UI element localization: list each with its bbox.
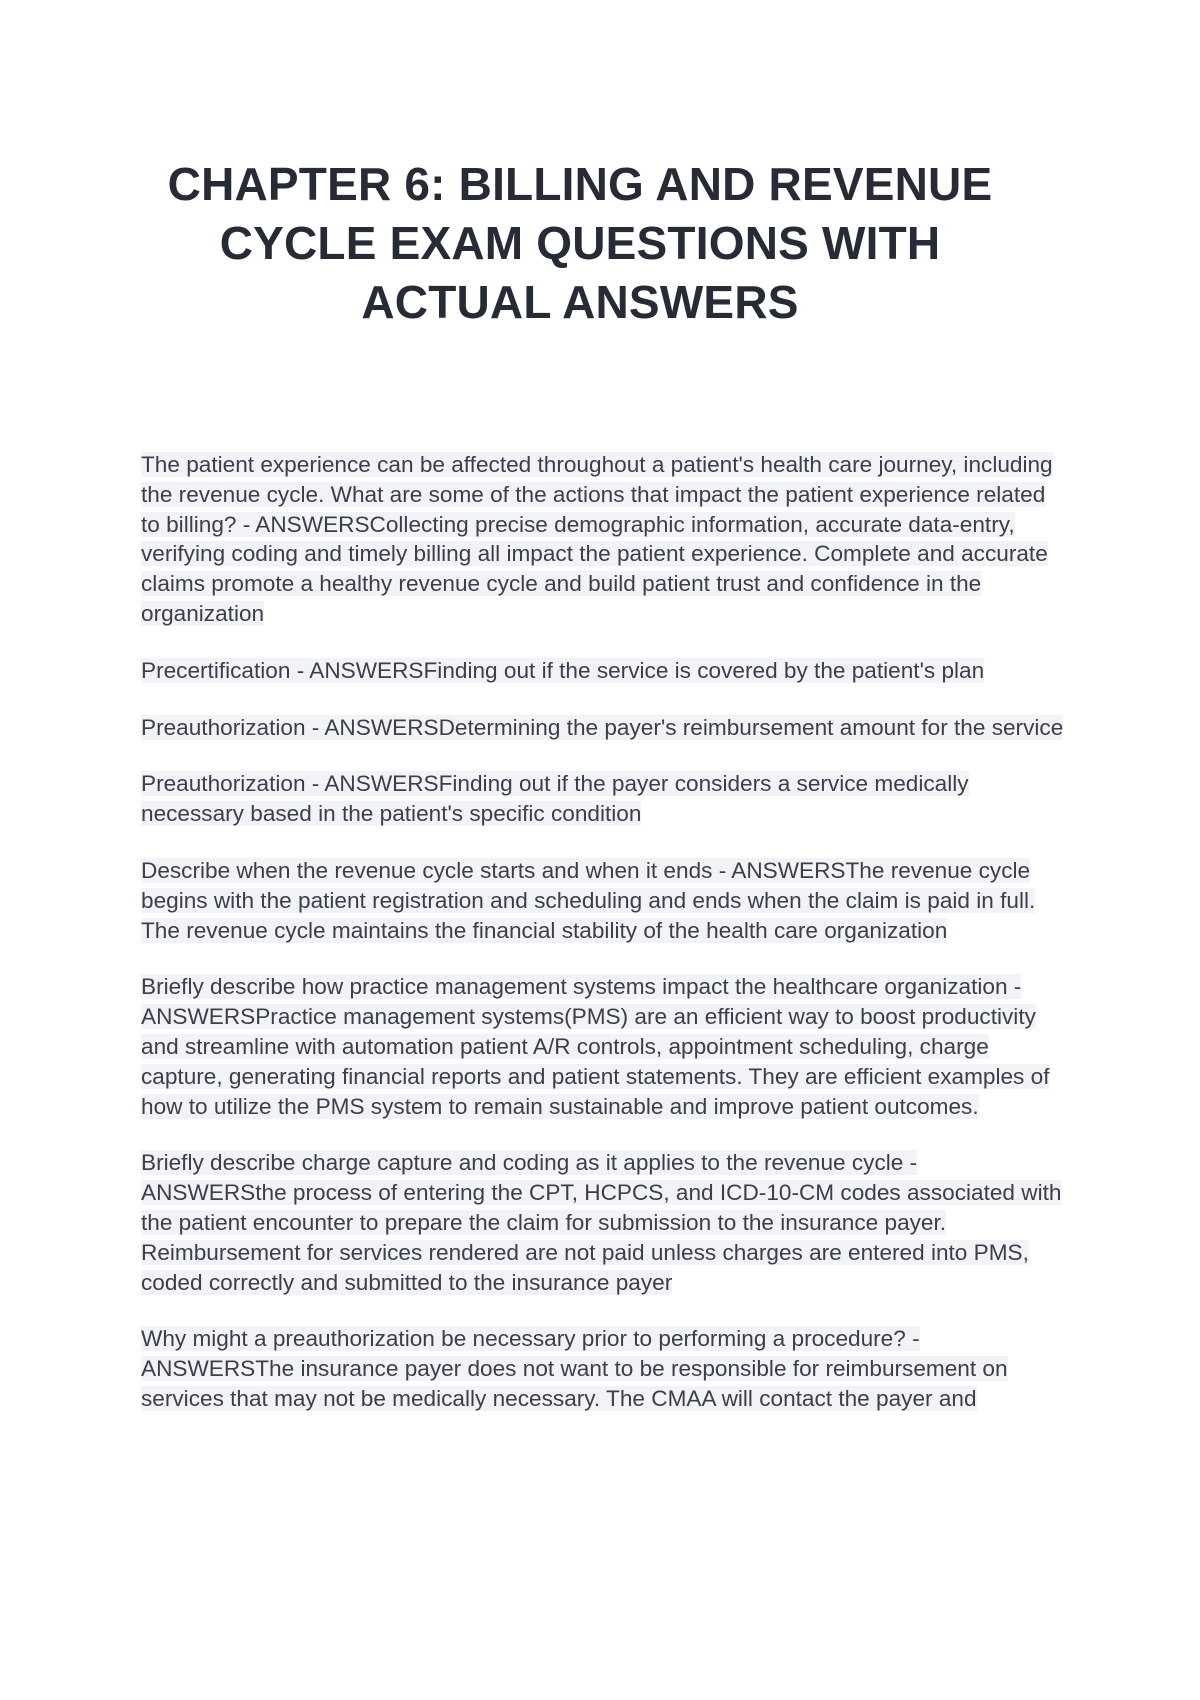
qa-item-2-text: Precertification - ANSWERSFinding out if the service is covered by the patient's plan [141, 657, 985, 683]
qa-item-3-text: Preauthorization - ANSWERSDetermining the payer's reimbursement amount for the service [141, 714, 1064, 740]
qa-item-6-text: Briefly describe how practice management systems impact the healthcare organization - ANSWERSPractice management systems(PMS) are an efficient way to boost productivity and streamline with automation patient A/R controls, appointment scheduling, charge capture, generating financial reports and patient statements. They are efficient examples of how to utilize the PMS system to remain sustainable and improve patient outcomes. [141, 974, 1050, 1119]
qa-item-6 [141, 972, 1066, 1121]
qa-item-8 [141, 1324, 1066, 1413]
qa-item-4 [141, 769, 1066, 829]
qa-item-4-text: Preauthorization - ANSWERSFinding out if the payer considers a service medically necessary based in the patient's specific condition [141, 771, 969, 827]
qa-item-1-text: The patient experience can be affected throughout a patient's health care journey, including the revenue cycle. What are some of the actions that impact the patient experience related to billing? - ANSWERSCollecting precise demographic information, accurate data-entry, verifying coding and timely billing all impact the patient experience. Complete and accurate claims promote a healthy revenue cycle and build patient trust and confidence in the organization [141, 452, 1053, 626]
qa-item-8-text: Why might a preauthorization be necessary prior to performing a procedure? - ANSWERSThe insurance payer does not want to be responsible for reimbursement on services that may not be medically necessary. The CMAA will contact the payer and [141, 1326, 1008, 1411]
qa-item-5-text: Describe when the revenue cycle starts and when it ends - ANSWERSThe revenue cycle begins with the patient registration and scheduling and ends when the claim is paid in full. The revenue cycle maintains the financial stability of the health care organization [141, 857, 1036, 943]
document-title: CHAPTER 6: BILLING AND REVENUE CYCLE EXAM QUESTIONS WITH ACTUAL ANSWERS [167, 158, 993, 328]
qa-item-3 [141, 713, 1066, 743]
qa-item-1 [141, 450, 1066, 629]
qa-item-7-text: Briefly describe charge capture and coding as it applies to the revenue cycle - ANSWERSthe process of entering the CPT, HCPCS, and ICD-10-CM codes associated with the patient encounter to prepare the claim for submission to the insurance payer. Reimbursement for services rendered are not paid unless charges are entered into PMS, coded correctly and submitted to the insurance payer [141, 1150, 1062, 1295]
qa-item-7 [141, 1148, 1066, 1297]
qa-item-2 [141, 656, 1066, 686]
qa-item-5 [141, 856, 1066, 945]
qa-list [141, 450, 1066, 1441]
